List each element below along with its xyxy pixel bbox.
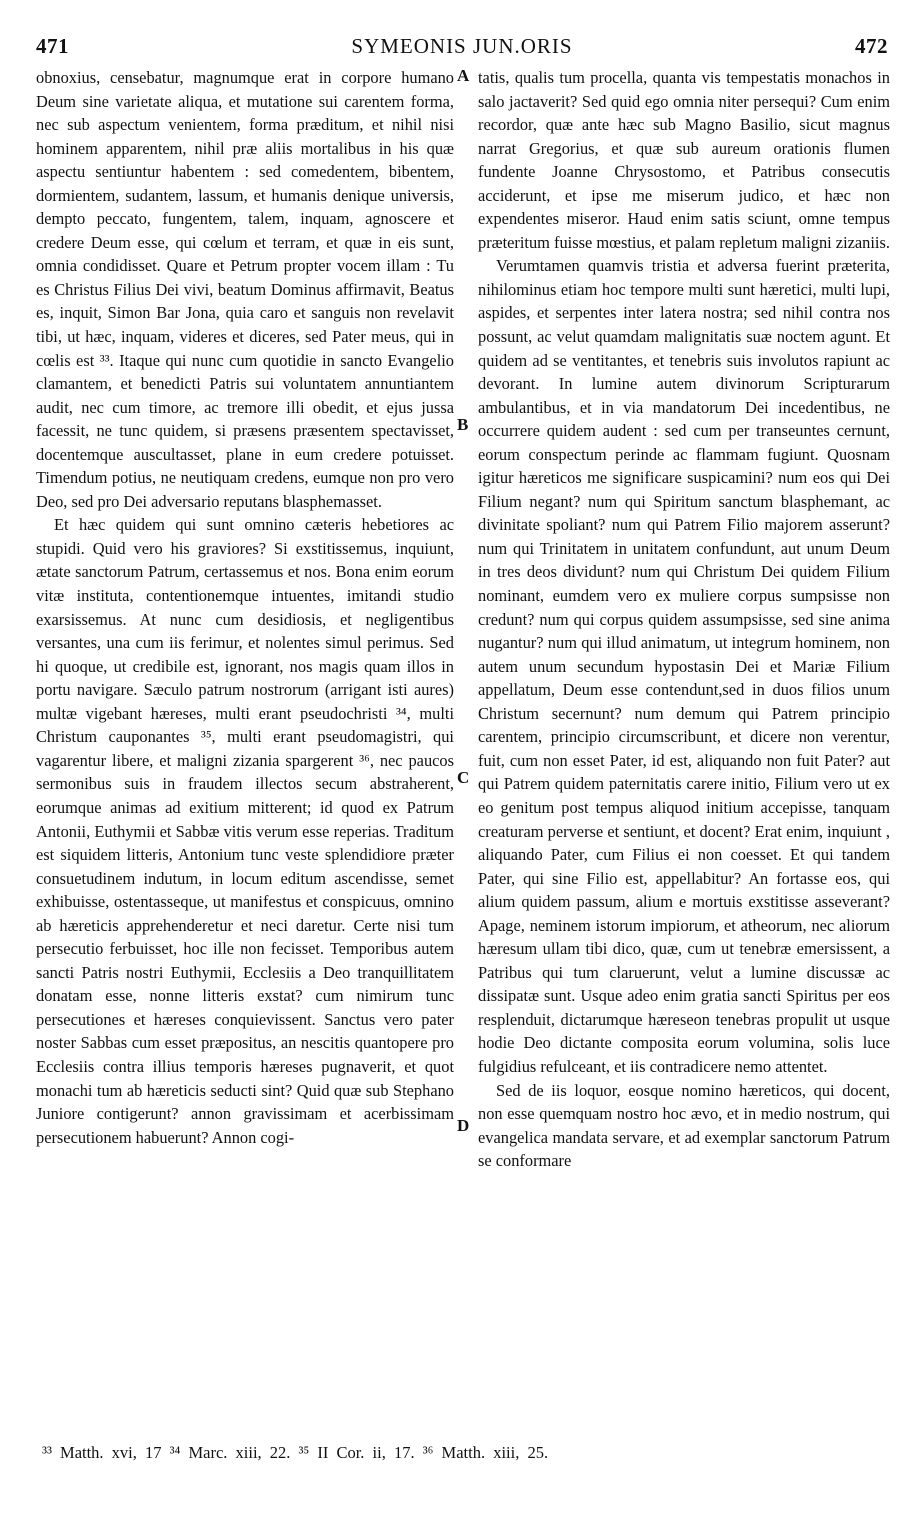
right-column: [478, 66, 890, 1173]
footnotes: ³³ Matth. xvi, 17 ³⁴ Marc. xiii, 22. ³⁵ II Cor. ii, 17. ³⁶ Matth. xiii, 25.: [42, 1443, 549, 1462]
left-column: [36, 66, 454, 1149]
right-paragraph-3: Sed de iis loquor, eosque nomino hæreticos, qui docent, non esse quemquam nostro hoc ævo, et in medio nostrum, qui evangelica mandata servare, et ad exemplar sanctorum Patrum se conformare: [478, 1080, 890, 1171]
left-paragraph-1: obnoxius, censebatur, magnumque erat in corpore humano Deum sine varietate aliqua, et mutatione sui carentem forma, nec sub aspectum venientem, forma præditum, et nihil nisi hominem apparentem, nihil præ aliis mortalibus in his quæ aspectu sentiuntur habentem : sed comedentem, bibentem, dormientem, sudantem, lassum, et humanis denique universis, dempto peccato, fungentem, talem, inquam, agnoscere et credere Deum esse, qui cœlum et terram, et quæ in eis sunt, omnia condidisset. Quare et Petrum propter vocem illam : Tu es Christus Filius Dei vivi, beatum Dominus affirmavit, Beatus es, inquit, Simon Bar Jona, quia caro et sanguis non revelavit tibi, ut hæc, inquam, videres et diceres, sed Pater meus, qui in cœlis est ³³. Itaque qui nunc cum quotidie in sancto Evangelio clamantem, et benedicti Patris sui voluntatem annuntiantem audit, nec cum timore, ac tremore illi obedit, et ejus jussa facessit, ne tunc quidem, si præsens præsentem spectavisset, docentemque auscultasset, plane in eum credere potuisset. Timendum potius, ne neutiquam credens, eumque non pro vero Deo, sed pro Dei adversario reputans blasphemasset.: [36, 68, 454, 511]
page-number-left: 471: [36, 34, 69, 58]
left-paragraph-2: Et hæc quidem qui sunt omnino cæteris hebetiores ac stupidi. Quid vero his graviores? Si exstitissemus, inquiunt, ætate sanctorum Patrum, certassemus et nos. Bona enim eorum vitæ instituta, contentionemque intuentes, imitandi studio exarsissemus. At nunc cum desidiosis, et negligentibus versantes, una cum iis ferimur, et nolentes simul perimus. Sed hi quoque, ut credibile est, ignorant, nos magis quam illos in portu navigare. Sæculo patrum nostrorum (arrigant isti aures) multæ vigebant hæreses, multi erant pseudochristi ³⁴, multi Christum cauponantes ³⁵, multi erant pseudomagistri, qui vagarentur libere, et maligni zizania spargerent ³⁶, nec paucos sermonibus suis in fraudem illectos secum abstraherent, eorumque animas ad exitium mitterent; id quod ex Patrum Antonii, Euthymii et Sabbæ vitis verum esse reperias. Traditum est siquidem litteris, Antonium tunc veste splendidiore præter consuetudinem indutum, in locum editum ascendisse, semet exhibuisse, ostentasseque, ut manifestus et conspicuus, omnino ab hæreticis apprehenderetur et neci daretur. Certe nisi tum persecutio ferbuisset, hoc ille non fecisset. Temporibus autem sancti Patris nostri Euthymii, Ecclesiis a Deo tranquillitatem donatam esse, nonne litteris exstat? cum nimirum tunc persecutiones et hæreses conquievissent. Sanctus vero pater noster Sabbas cum esset præpositus, an nescitis quantopere pro Ecclesiis contra illius temporis hæreses pugnaverit, et quot monachi tum ab hæreticis seducti sint? Quid quæ sub Stephano Juniore contigerunt? annon gravissimam et acerbissimam persecutionem habuerunt? Annon cogi-: [36, 515, 454, 1147]
margin-marker-c: C: [457, 768, 470, 787]
margin-marker-a: A: [457, 66, 470, 85]
page-header: [36, 34, 888, 60]
right-paragraph-2: Verumtamen quamvis tristia et adversa fuerint præterita, nihilominus etiam hoc tempore multi sunt hæretici, multi lupi, aspides, et serpentes inter latera nostra; sed nihil contra nos possunt, ac velut quamdam malignitatis suæ noctem agunt. Et quidem ad se ventitantes, et tenebris suis involutos rapiunt ac devorant. In lumine autem divinorum Scripturarum ambulantibus, et in via mandatorum Dei incedentibus, ne occurrere quidem audent : sed cum per transeuntes cernunt, eorum conspectum perinde ac flammam fugiunt. Quosnam igitur hæreticos me significare suspicamini? num eos qui Dei Filium negant? num qui Spiritum sanctum blasphemant, ac divinitate spoliant? num qui Patrem Filio majorem asserunt? num qui Trinitatem in unitatem confundunt, aut unum Deum in tres deos dividunt? num qui Christum Dei quidem Filium nominant, eumdem vero ex muliere corpus sumpsisse non credunt? num qui corpus quidem assumpsisse, sed sine anima nugantur? num qui illud animatum, ut integrum hominem, non autem unum secundum hypostasin Dei et Mariæ Filium appellatum, Deum esse contendunt,sed in duos filios unum Christum secernunt? num demum qui Patrem principio carentem, principio circumscribunt, et dicere non verentur, fuit, cum non esset Pater, id est, aliquando non fuit Pater? aut qui Patrem quidem paternitatis carere initio, Filium vero ut ex eo genitum post tempus aliquod initium accepisse, tanquam creaturam perverse et sentiunt, et docent? Erat enim, inquiunt , aliquando Pater, cum Filius ei non coesset. Et qui tandem Pater, qui sine Filio est, appellabitur? An fortasse eos, qui alium quidem passum, alium e mortuis exstitisse asseverant? Apage, neminem istorum impiorum, et atheorum, nec aliorum hæresum ullam tibi dico, quæ, cum ut tenebræ emersissent, a Patribus qui tum claruerunt, velut a lumine discussæ ac dissipatæ sunt. Usque adeo enim gratia sancti Spiritus per eos resplenduit, dictarumque hæreseon tenebras propulit ut usque hodie Deo dictante composita eorum volumina, solis luce fulgidius refulceant, et iis contradicere nemo attentet.: [478, 256, 890, 1076]
running-title: SYMEONIS JUN.ORIS: [351, 34, 573, 58]
page-number-right: 472: [855, 34, 888, 58]
margin-marker-d: D: [457, 1116, 470, 1135]
right-paragraph-1: tatis, qualis tum procella, quanta vis tempestatis monachos in salo jactaverit? Sed quid ego omnia niter persequi? Cum enim recordor, quæ ante hæc sub Magno Basilio, sicut magnus narrat Gregorius, et quæ sub aureum orationis flumen fundente Joanne Chrysostomo, et Patribus consecutis acciderunt, et ipse me miserum judico, et hæc non expendentes miseror. Haud enim satis sciunt, omne tempus præteritum fuisse mœstius, et palam repletum maligni zizaniis.: [478, 68, 890, 252]
margin-marker-b: B: [457, 415, 469, 434]
